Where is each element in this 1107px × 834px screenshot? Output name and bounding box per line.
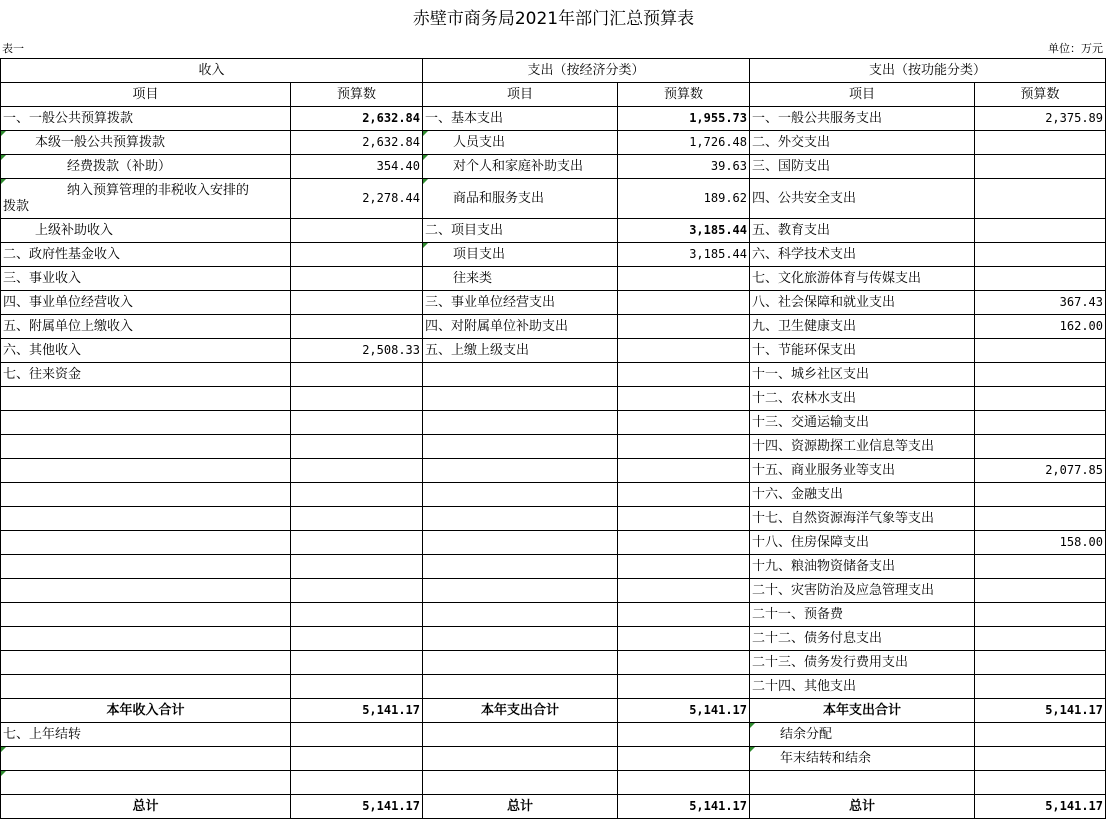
table-row [1,339,1106,363]
carry-row [1,723,1106,747]
econ-item-cell [423,747,618,771]
func-item-cell: 十四、资源勘探工业信息等支出 [750,435,975,459]
econ-amount-cell [618,555,750,579]
income-amount-cell [291,771,423,795]
func-item-cell [750,771,975,795]
econ-amount-header: 预算数 [618,83,750,107]
econ-item-cell [423,555,618,579]
income-item-cell [1,459,291,483]
income-item-text: 纳入预算管理的非税收入安排的 [67,182,250,198]
empty-row [1,771,1106,795]
table-row [1,435,1106,459]
func-item-cell: 十三、交通运输支出 [750,411,975,435]
section-header-row [1,59,1106,83]
table-row [1,507,1106,531]
econ-amount-cell: 1,955.73 [618,107,750,131]
income-item-cell [1,435,291,459]
econ-item-cell [423,507,618,531]
func-amount-cell [975,507,1106,531]
econ-item-cell [423,651,618,675]
table-row [1,603,1106,627]
func-item-cell: 四、公共安全支出 [750,179,975,219]
econ-item-header: 项目 [423,83,618,107]
func-amount-cell [975,179,1106,219]
budget-table [0,58,1106,819]
income-item-cell [1,579,291,603]
econ-item-cell: 五、上缴上级支出 [423,339,618,363]
func-amount-cell [975,723,1106,747]
func-amount-cell [975,483,1106,507]
func-item-cell: 二十三、债务发行费用支出 [750,651,975,675]
income-item-cell [1,771,291,795]
func-item-cell: 二十一、预备费 [750,603,975,627]
econ-item-cell [423,579,618,603]
income-amount-cell [291,675,423,699]
income-item-cell: 一、一般公共预算拨款 [1,107,291,131]
table-number: 表一 [2,42,24,55]
income-item-cell: 本级一般公共预算拨款 [1,131,291,155]
table-row [1,155,1106,179]
income-amount-cell: 2,632.84 [291,107,423,131]
econ-amount-cell [618,747,750,771]
income-item-text-cont: 拨款 [3,198,30,214]
income-amount-cell [291,315,423,339]
year-total-row [1,699,1106,723]
income-item-cell [1,675,291,699]
econ-item-cell: 三、事业单位经营支出 [423,291,618,315]
income-amount-cell [291,603,423,627]
econ-amount-cell [618,771,750,795]
econ-amount-cell [618,627,750,651]
func-item-header: 项目 [750,83,975,107]
func-amount-cell: 367.43 [975,291,1106,315]
func-item-cell: 年末结转和结余 [750,747,975,771]
econ-item-cell [423,459,618,483]
income-amount-header: 预算数 [291,83,423,107]
table-row [1,459,1106,483]
income-amount-cell: 2,508.33 [291,339,423,363]
func-amount-cell: 2,375.89 [975,107,1106,131]
func-item-cell: 十六、金融支出 [750,483,975,507]
func-amount-cell [975,131,1106,155]
func-expenditure-section-header: 支出（按功能分类） [750,59,1106,83]
income-item-cell [1,627,291,651]
econ-item-cell: 项目支出 [423,243,618,267]
func-amount-cell [975,627,1106,651]
income-item-cell [1,179,291,219]
income-amount-cell [291,483,423,507]
income-grand-value: 5,141.17 [291,795,423,819]
econ-amount-cell [618,579,750,603]
func-amount-cell: 158.00 [975,531,1106,555]
func-amount-cell [975,267,1106,291]
func-amount-cell [975,411,1106,435]
econ-item-cell: 往来类 [423,267,618,291]
income-item-cell [1,483,291,507]
table-row [1,387,1106,411]
income-item-cell [1,747,291,771]
income-item-cell: 二、政府性基金收入 [1,243,291,267]
income-item-cell [1,603,291,627]
income-amount-cell [291,243,423,267]
income-amount-cell [291,651,423,675]
table-row [1,579,1106,603]
econ-item-cell: 人员支出 [423,131,618,155]
grand-total-row [1,795,1106,819]
income-total-value: 5,141.17 [291,699,423,723]
func-amount-cell [975,219,1106,243]
econ-amount-cell [618,483,750,507]
econ-item-cell [423,603,618,627]
econ-amount-cell: 3,185.44 [618,219,750,243]
func-amount-cell [975,771,1106,795]
econ-amount-cell [618,459,750,483]
econ-item-cell: 二、项目支出 [423,219,618,243]
table-row [1,411,1106,435]
econ-total-value: 5,141.17 [618,699,750,723]
income-item-header: 项目 [1,83,291,107]
income-item-cell [1,387,291,411]
econ-item-cell [423,531,618,555]
income-amount-cell [291,747,423,771]
income-amount-cell [291,579,423,603]
income-section-header: 收入 [1,59,423,83]
econ-amount-cell [618,507,750,531]
econ-amount-cell [618,267,750,291]
econ-amount-cell [618,411,750,435]
table-row [1,267,1106,291]
income-item-cell [1,507,291,531]
func-item-cell: 二、外交支出 [750,131,975,155]
income-item-cell: 上级补助收入 [1,219,291,243]
func-item-cell: 十七、自然资源海洋气象等支出 [750,507,975,531]
econ-expenditure-section-header: 支出（按经济分类） [423,59,750,83]
income-item-cell [1,531,291,555]
table-row [1,651,1106,675]
econ-item-cell [423,387,618,411]
func-item-cell: 九、卫生健康支出 [750,315,975,339]
func-amount-cell [975,435,1106,459]
income-amount-cell: 2,632.84 [291,131,423,155]
income-amount-cell [291,459,423,483]
table-row [1,483,1106,507]
econ-item-cell [423,675,618,699]
income-amount-cell [291,627,423,651]
income-amount-cell [291,219,423,243]
income-amount-cell [291,363,423,387]
econ-amount-cell: 3,185.44 [618,243,750,267]
table-row [1,131,1106,155]
income-amount-cell [291,387,423,411]
func-amount-cell [975,579,1106,603]
income-amount-cell [291,531,423,555]
func-total-label: 本年支出合计 [750,699,975,723]
func-item-cell: 二十、灾害防治及应急管理支出 [750,579,975,603]
econ-item-cell: 一、基本支出 [423,107,618,131]
func-amount-cell: 2,077.85 [975,459,1106,483]
econ-amount-cell: 1,726.48 [618,131,750,155]
econ-grand-value: 5,141.17 [618,795,750,819]
table-row [1,531,1106,555]
econ-grand-label: 总计 [423,795,618,819]
income-amount-cell [291,435,423,459]
econ-item-cell: 商品和服务支出 [423,179,618,219]
income-amount-cell [291,267,423,291]
func-amount-cell [975,651,1106,675]
func-item-cell: 十二、农林水支出 [750,387,975,411]
income-item-cell [1,651,291,675]
func-amount-cell [975,363,1106,387]
func-amount-cell: 162.00 [975,315,1106,339]
income-item-cell: 三、事业收入 [1,267,291,291]
func-item-cell: 十一、城乡社区支出 [750,363,975,387]
func-amount-header: 预算数 [975,83,1106,107]
income-amount-cell [291,555,423,579]
func-amount-cell [975,675,1106,699]
income-item-cell [1,411,291,435]
func-item-cell: 十、节能环保支出 [750,339,975,363]
table-row [1,179,1106,219]
income-amount-cell [291,291,423,315]
table-row [1,627,1106,651]
econ-amount-cell [618,603,750,627]
func-item-cell: 八、社会保障和就业支出 [750,291,975,315]
income-item-cell: 七、上年结转 [1,723,291,747]
econ-amount-cell: 39.63 [618,155,750,179]
carry-row [1,747,1106,771]
table-row [1,555,1106,579]
econ-item-cell [423,627,618,651]
func-amount-cell [975,747,1106,771]
econ-item-cell [423,771,618,795]
income-item-cell [1,555,291,579]
func-item-cell: 二十四、其他支出 [750,675,975,699]
econ-item-cell [423,723,618,747]
table-row [1,107,1106,131]
income-total-label: 本年收入合计 [1,699,291,723]
func-amount-cell [975,155,1106,179]
func-total-value: 5,141.17 [975,699,1106,723]
econ-amount-cell [618,723,750,747]
income-amount-cell [291,507,423,531]
func-item-cell: 结余分配 [750,723,975,747]
econ-amount-cell [618,291,750,315]
func-item-cell: 十八、住房保障支出 [750,531,975,555]
table-row [1,363,1106,387]
table-row [1,219,1106,243]
func-amount-cell [975,387,1106,411]
column-header-row [1,83,1106,107]
func-item-cell: 十五、商业服务业等支出 [750,459,975,483]
income-item-cell: 四、事业单位经营收入 [1,291,291,315]
econ-item-cell: 对个人和家庭补助支出 [423,155,618,179]
func-grand-label: 总计 [750,795,975,819]
func-item-cell: 六、科学技术支出 [750,243,975,267]
func-amount-cell [975,339,1106,363]
econ-amount-cell: 189.62 [618,179,750,219]
econ-amount-cell [618,363,750,387]
func-item-cell: 十九、粮油物资储备支出 [750,555,975,579]
income-item-cell: 七、往来资金 [1,363,291,387]
func-item-cell: 三、国防支出 [750,155,975,179]
econ-item-cell [423,435,618,459]
func-item-cell: 五、教育支出 [750,219,975,243]
econ-item-cell: 四、对附属单位补助支出 [423,315,618,339]
income-amount-cell [291,411,423,435]
income-item-cell: 六、其他收入 [1,339,291,363]
table-row [1,291,1106,315]
func-item-cell: 七、文化旅游体育与传媒支出 [750,267,975,291]
econ-amount-cell [618,387,750,411]
econ-amount-cell [618,531,750,555]
econ-amount-cell [618,651,750,675]
econ-item-cell [423,363,618,387]
econ-item-cell [423,483,618,507]
page-title: 赤壁市商务局2021年部门汇总预算表 [412,9,695,29]
func-item-cell: 二十二、债务付息支出 [750,627,975,651]
income-item-cell: 五、附属单位上缴收入 [1,315,291,339]
table-row [1,243,1106,267]
func-amount-cell [975,555,1106,579]
table-row [1,315,1106,339]
func-item-cell: 一、一般公共服务支出 [750,107,975,131]
income-amount-cell: 2,278.44 [291,179,423,219]
func-amount-cell [975,603,1106,627]
unit-label: 单位：万元 [1048,42,1103,55]
econ-item-cell [423,411,618,435]
func-grand-value: 5,141.17 [975,795,1106,819]
func-amount-cell [975,243,1106,267]
econ-amount-cell [618,339,750,363]
income-grand-label: 总计 [1,795,291,819]
income-amount-cell [291,723,423,747]
econ-amount-cell [618,315,750,339]
income-amount-cell: 354.40 [291,155,423,179]
table-row [1,675,1106,699]
income-item-cell: 经费拨款（补助） [1,155,291,179]
econ-amount-cell [618,675,750,699]
econ-amount-cell [618,435,750,459]
econ-total-label: 本年支出合计 [423,699,618,723]
